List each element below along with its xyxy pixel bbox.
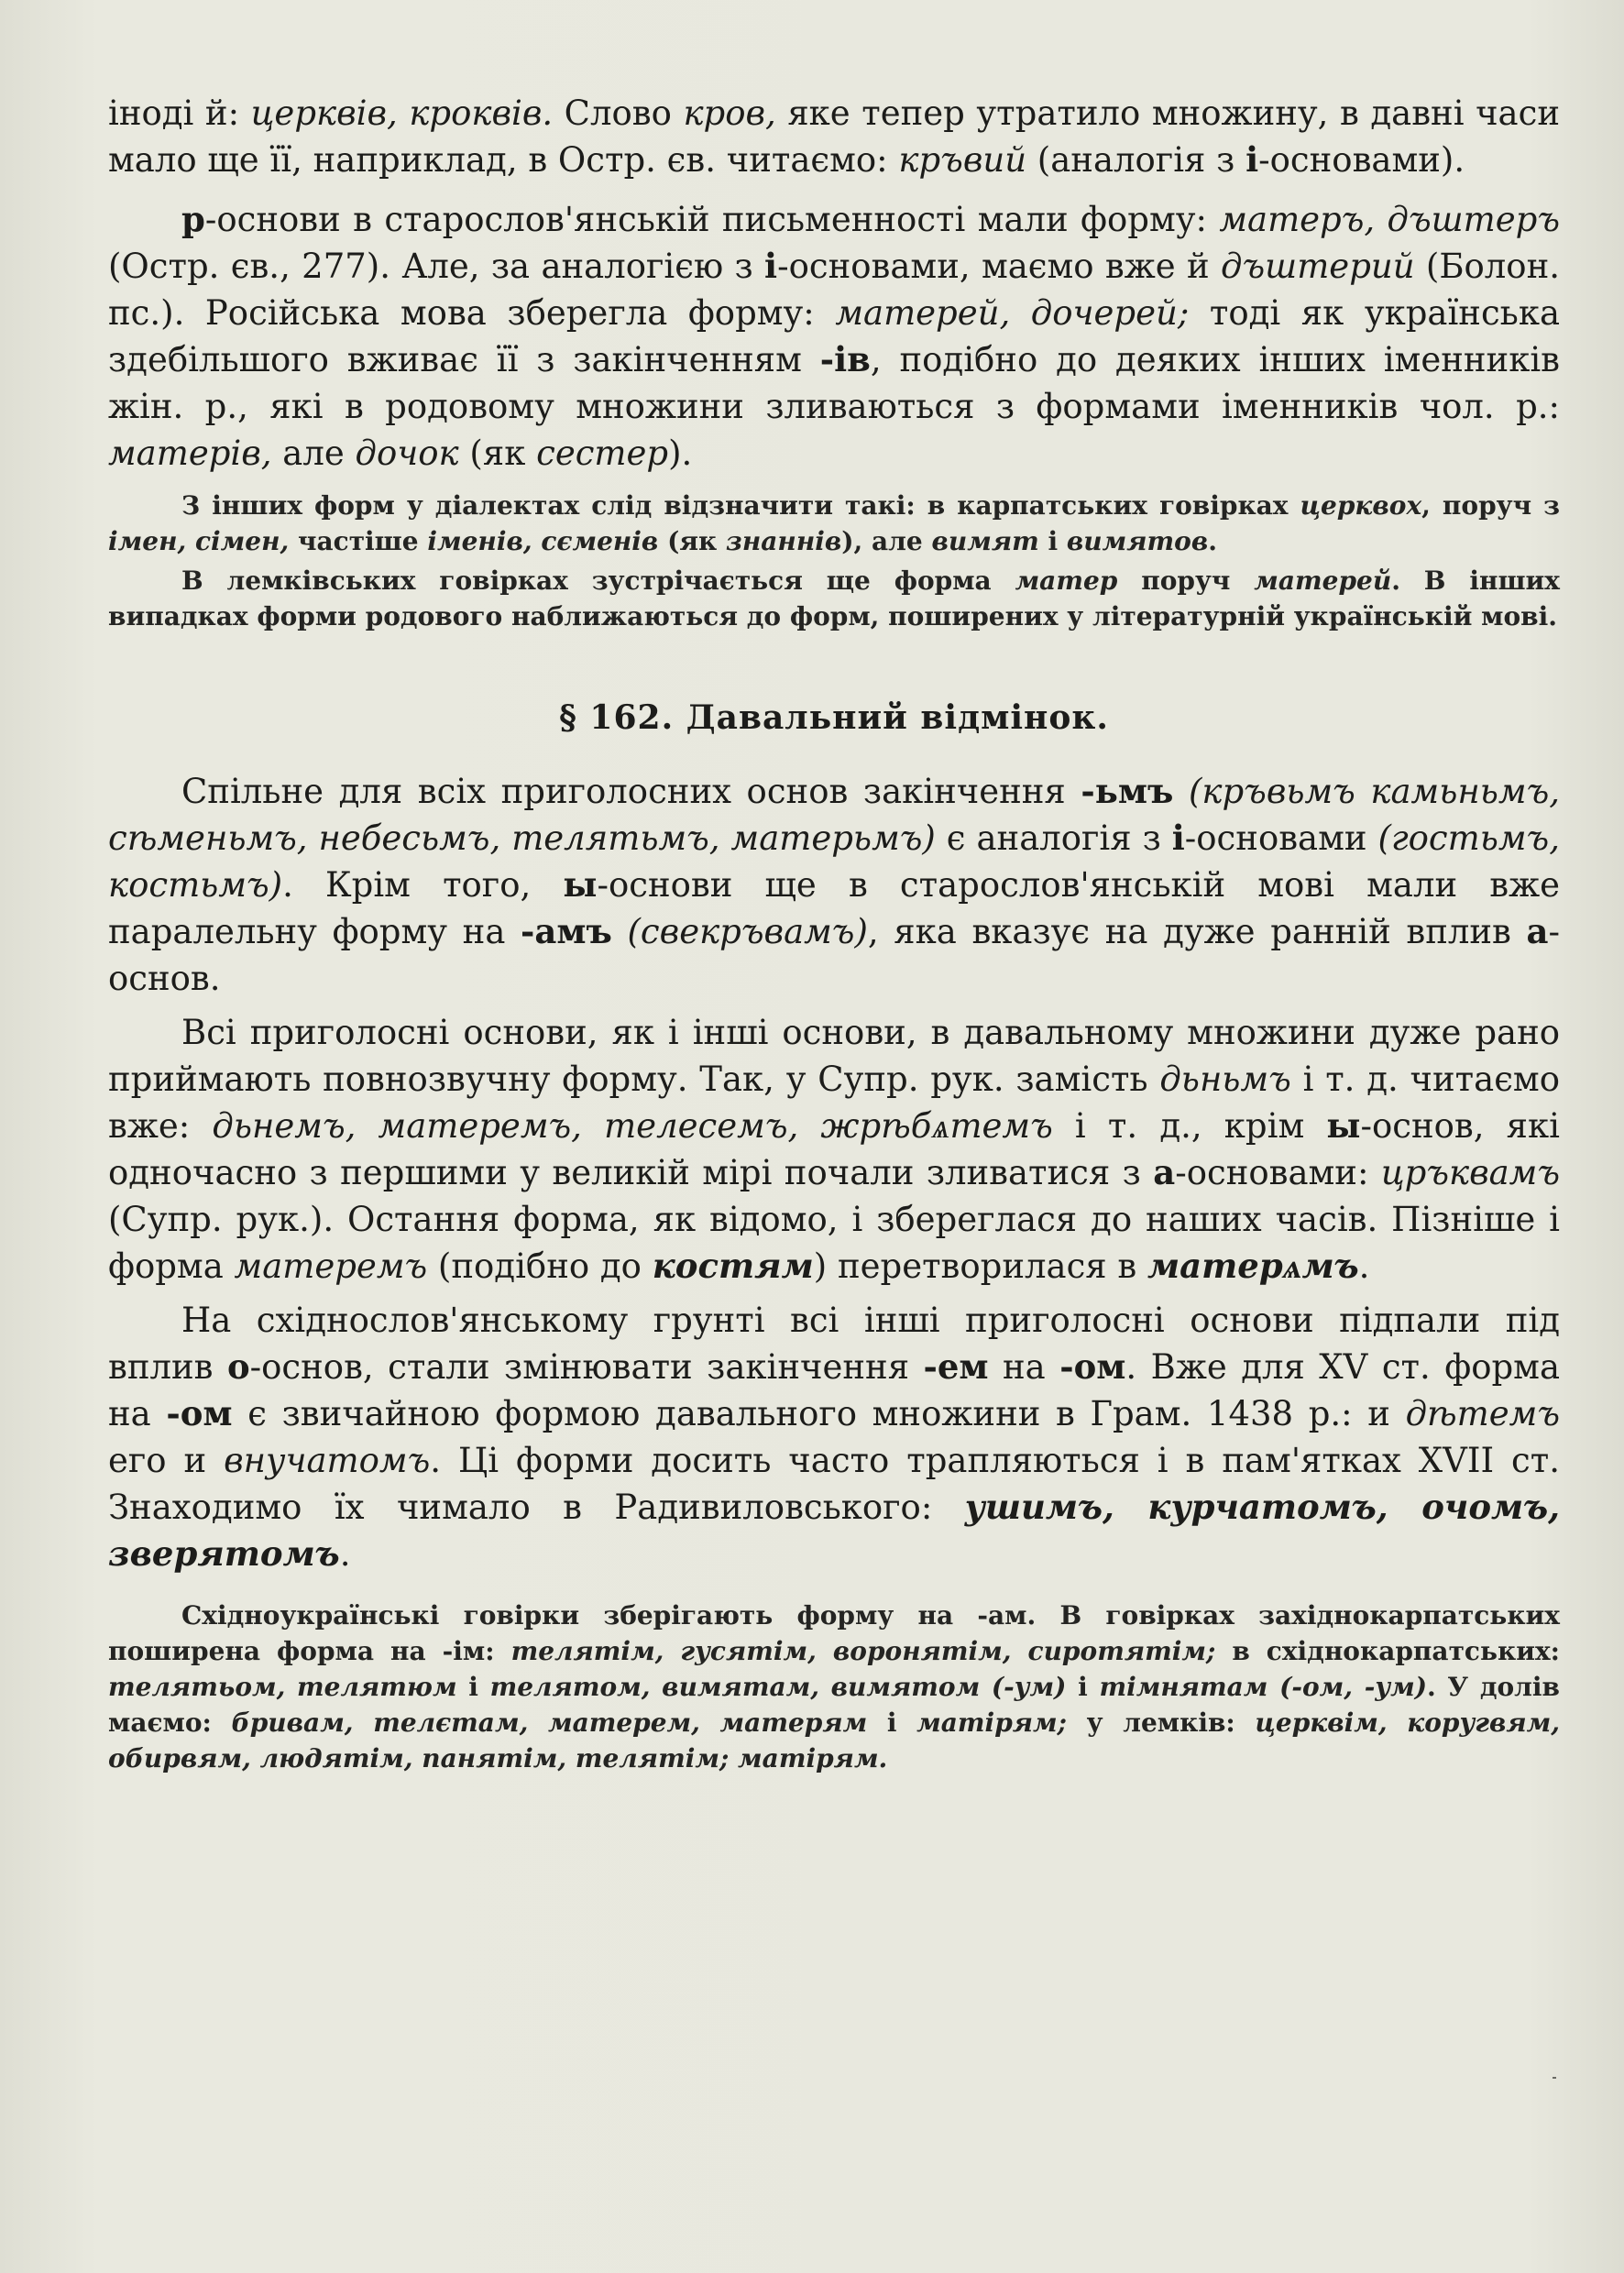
text-run: -основами). [1258, 140, 1465, 180]
text-run: іноді й: [108, 93, 251, 133]
text-run [495, 1636, 511, 1666]
note-dialect-forms [108, 488, 1560, 559]
text-run: . Вже для XV ст. форма на [108, 1347, 1561, 1433]
text-run: -основами: [1175, 1153, 1381, 1192]
text-run: -основ, стали змінювати закінчення [249, 1347, 924, 1387]
section-heading: § 162. Давальний відмінок. [559, 698, 1109, 737]
paragraph-east-slavic [108, 1297, 1560, 1577]
text-run: (подібно до [427, 1246, 653, 1286]
text-run: поруч [1117, 566, 1255, 596]
text-run: На східнослов'янському грунті всі інші приголосні основи підпали під вплив [108, 1301, 1560, 1387]
text-run: (аналогія з [1026, 140, 1246, 180]
text-run: матеремъ [234, 1246, 428, 1286]
text-run: знаннів [725, 526, 842, 556]
paragraph-kriv-plural [108, 90, 1560, 183]
text-run: вимятов [1066, 526, 1209, 556]
text-run: кров, [683, 93, 776, 133]
text-run: . [1208, 526, 1217, 556]
text-run: . Крім того, [282, 865, 564, 905]
text-run: і [764, 246, 778, 286]
text-run: церквів, кроквів. [250, 93, 554, 133]
text-run: В лемківських говірках зустрічається ще форма [181, 566, 1015, 596]
paragraph-common-ending [108, 768, 1560, 1002]
text-run: (Болон. пс.). Російська мова зберегла форму: [108, 247, 1560, 333]
text-run: костям [652, 1246, 814, 1286]
text-run: матерів, [108, 434, 272, 473]
text-run: -основи в старослов'янській письменності мали форму: [204, 200, 1220, 239]
text-run: дьнемъ, матеремъ, телесемъ, жрѣбѧтемъ [212, 1106, 1053, 1146]
text-run: . [1358, 1246, 1370, 1286]
text-run: , подібно до деяких інших іменників жін. р., які в родовому множини зливаються з формами іменників чол. р.: [108, 340, 1561, 426]
text-run: -основами [1184, 818, 1378, 858]
text-run: і [1171, 818, 1185, 858]
text-run: -ем [923, 1346, 989, 1387]
text-run: і т. д., крім [1052, 1106, 1327, 1146]
text-run: (свекръвамъ) [627, 912, 868, 951]
text-run: Спільне для всіх приголосних основ закінчення [181, 772, 1081, 811]
text-run: дъштерий [1221, 247, 1415, 286]
text-run: дѣтемъ [1405, 1394, 1560, 1433]
text-run: частіше [289, 526, 428, 556]
text-run: ) перетворилася в [813, 1246, 1147, 1286]
text-run: є аналогія з [935, 818, 1172, 858]
text-run: . В інших випадках форми родового наближаються до форм, поширених у літературній українській мові. [108, 566, 1560, 631]
text-run: (гостьмъ, костьмъ) [108, 818, 1560, 905]
text-run: (як [658, 526, 726, 556]
text-run: і [1038, 526, 1067, 556]
text-run [612, 912, 628, 951]
text-run: і [456, 1672, 490, 1702]
text-run: дочок [355, 434, 459, 473]
text-run: -ім: [442, 1636, 495, 1666]
text-run: і т. д. читаємо вже: [108, 1060, 1560, 1146]
text-run [1173, 772, 1189, 811]
text-run: В говірках західнокарпатських поширена форма на [108, 1600, 1560, 1666]
text-run: -ом [166, 1393, 233, 1433]
text-run: матірям; [916, 1707, 1068, 1738]
text-run: дьньмъ [1159, 1060, 1291, 1099]
text-run: , яка вказує на дуже ранній вплив [867, 912, 1527, 951]
text-run: о [226, 1346, 250, 1387]
paragraph-r-stems [108, 196, 1560, 477]
text-run: телятім, гусятім, воронятім, сиротятім; [510, 1636, 1216, 1666]
text-run: . У долів маємо: [108, 1672, 1560, 1738]
text-run: і [1245, 139, 1259, 180]
text-run: . Ці форми досить часто трапляються і в пам'ятках XVII ст. Знаходимо їх чимало в Радивиловського: [108, 1441, 1560, 1527]
note-lemko-forms [108, 563, 1560, 634]
text-run: сестер [536, 434, 669, 473]
text-run: телятьом, телятюм [108, 1672, 457, 1702]
text-run: (Супр. рук.). Остання форма, як відомо, і збереглася до наших часів. Пізніше і форма [108, 1200, 1560, 1286]
text-run: імен, сімен, [108, 526, 290, 556]
text-run: Східноукраїнські говірки зберігають форму на [181, 1600, 978, 1631]
text-run: Всі приголосні основи, як і інші основи, в давальному множини дуже рано приймають повнозвучну форму. Так, у Супр. рук. замість [108, 1013, 1560, 1099]
text-run: на [988, 1347, 1060, 1387]
text-run: -ом [1059, 1346, 1126, 1387]
text-run: кръвий [898, 140, 1027, 180]
text-run: З інших форм у діалектах слід відзначити такі: в карпатських говірках [181, 490, 1300, 521]
text-run: -ів [819, 339, 871, 379]
text-run: -основи ще в старослов'янській мові мали вже паралельну форму на [108, 865, 1560, 951]
page-speck [1553, 2077, 1556, 2079]
text-run: -ам. [977, 1600, 1037, 1631]
text-run: тімнятам (-ом, -ум) [1099, 1672, 1427, 1702]
text-run: -основ, які одночасно з першими у великій мірі почали зливатися з [108, 1106, 1560, 1192]
text-run: ы [563, 864, 598, 905]
text-run: бривам, телєтам, матерем, матерям [231, 1707, 868, 1738]
text-run: ), але [841, 526, 932, 556]
text-run: (кръвьмъ камьньмъ, сѣменьмъ, небесьмъ, телятьмъ, матерьмъ) [108, 772, 1560, 858]
text-run: ушимъ, курчатомъ, очомъ, зверятомъ [108, 1487, 1560, 1574]
text-run: р [181, 199, 205, 239]
text-run: є звичайною формою давального множини в Грам. 1438 р.: и [232, 1394, 1406, 1433]
text-run: матеръ, дъштеръ [1219, 200, 1560, 239]
paragraph-full-vowel-form [108, 1009, 1560, 1290]
text-run: а [1526, 911, 1549, 951]
text-run: внучатомъ [224, 1441, 431, 1480]
text-run: матер [1015, 566, 1118, 596]
text-run: (як [458, 434, 537, 473]
text-run: і [1066, 1672, 1100, 1702]
text-run: тоді як українська здебільшого вживає її з закінченням [108, 293, 1560, 379]
text-run: -основами, маємо вже й [777, 247, 1222, 286]
text-run: але [271, 434, 356, 473]
text-run: іменів, сєменів [427, 526, 659, 556]
text-run: Слово [553, 93, 684, 133]
text-run: і [867, 1707, 917, 1738]
text-run: церквох [1300, 490, 1422, 521]
text-run: ы [1326, 1105, 1361, 1146]
text-run: его и [108, 1441, 225, 1480]
text-run: -ьмъ [1081, 771, 1174, 811]
text-run: матерѧмъ [1147, 1246, 1359, 1286]
text-run: матерей, дочерей; [835, 293, 1190, 333]
note-dialect-dative [108, 1598, 1560, 1776]
text-run: . [339, 1534, 351, 1574]
text-run: -основ. [108, 912, 1560, 998]
text-run: яке тепер утратило множину, в давні часи мало ще її, наприклад, в Остр. єв. читаємо: [108, 93, 1560, 180]
text-run: , поруч з [1421, 490, 1560, 521]
text-run: в східнокарпатських: [1215, 1636, 1560, 1666]
text-run: церквім, коругвям, обирвям, людятім, панятім, телятім; матірям. [108, 1707, 1560, 1773]
text-run: а [1153, 1152, 1176, 1192]
text-run: вимят [931, 526, 1039, 556]
text-run: -амъ [521, 911, 612, 951]
text-run: (Остр. єв., 277). Але, за аналогією з [108, 247, 765, 286]
text-run: телятом, вимятам, вимятом (-ум) [489, 1672, 1067, 1702]
text-run: ). [668, 434, 693, 473]
text-run: матерей [1254, 566, 1392, 596]
text-run: цръквамъ [1380, 1153, 1561, 1192]
text-run: у лемків: [1067, 1707, 1256, 1738]
